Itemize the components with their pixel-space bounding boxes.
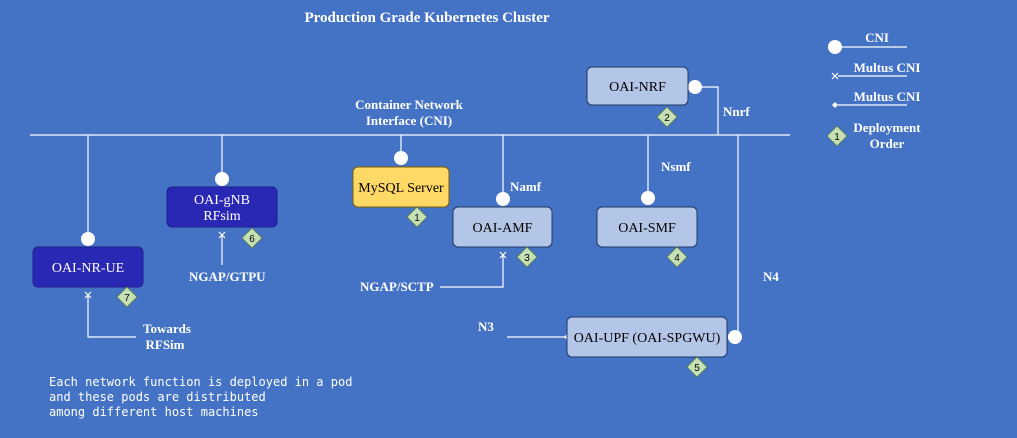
footnote-line2: and these pods are distributed [49,390,266,404]
diagram-title: Production Grade Kubernetes Cluster [304,10,550,26]
mysql-cni-dot [394,151,408,165]
n3-label: N3 [478,319,494,334]
amf-order-badge [517,247,537,267]
nrf-cni-dot [688,80,702,94]
gnb-node-label-line1: OAI-gNB [194,193,250,208]
ue-order-badge [117,287,137,307]
gnb-node-label-line2: RFsim [203,209,241,224]
towards-label-line2: RFSim [145,337,185,352]
smf-order-badge [667,247,687,267]
svg-text:6: 6 [249,234,255,245]
ue-node-label: OAI-NR-UE [51,261,125,276]
ue-cni-dot [81,232,95,246]
svg-text:4: 4 [674,253,680,264]
amf-cni-dot [496,192,510,206]
amf-node-label: OAI-AMF [472,221,533,236]
legend-multus-cross-label: Multus CNI [853,60,921,75]
legend-order-label-line1: Deployment [853,120,921,135]
footnote-line3: among different host machines [49,405,259,419]
nrf-order-badge [657,107,677,127]
legend-multus-cross-icon [832,73,838,79]
upf-node-label: OAI-UPF (OAI-SPGWU) [573,331,721,346]
ngap-gtpu-label: NGAP/GTPU [189,269,266,284]
gnb-cni-dot [215,172,229,186]
footnote-line1: Each network function is deployed in a pod [49,375,353,389]
smf-node-label: OAI-SMF [618,221,676,236]
amf-ngap-link [440,256,503,287]
svg-text:2: 2 [664,113,670,124]
legend-order-label-line2: Order [869,136,905,151]
svg-text:1: 1 [834,132,840,143]
svg-text:3: 3 [524,253,530,264]
svg-text:5: 5 [694,363,700,374]
namf-label: Namf [510,179,542,194]
legend-cni-label: CNI [865,30,889,45]
nrf-node-label: OAI-NRF [609,80,666,95]
svg-text:7: 7 [124,293,130,304]
upf-cni-dot [728,330,742,344]
cni-bus-label-line1: Container Network [355,97,463,112]
legend-multus-dot-icon [832,102,838,108]
nrf-cni-link [695,87,718,135]
towards-label-line1: Towards [143,321,191,336]
upf-order-badge [687,357,707,377]
mysql-node-label: MySQL Server [358,181,444,196]
smf-cni-dot [641,191,655,205]
mysql-order-badge [407,207,427,227]
ngap-sctp-label: NGAP/SCTP [360,279,434,294]
nsmf-label: Nsmf [661,159,691,174]
upf-n4-link [735,135,738,337]
cni-bus-label-line2: Interface (CNI) [365,113,453,128]
n4-label: N4 [763,269,779,284]
legend-multus-dot-label: Multus CNI [853,89,921,104]
svg-text:1: 1 [414,213,420,224]
legend-order-badge-icon [827,126,847,146]
nnrf-label: Nnrf [723,104,750,119]
legend [827,30,921,151]
legend-cni-dot-icon [828,40,842,54]
gnb-order-badge [242,228,262,248]
